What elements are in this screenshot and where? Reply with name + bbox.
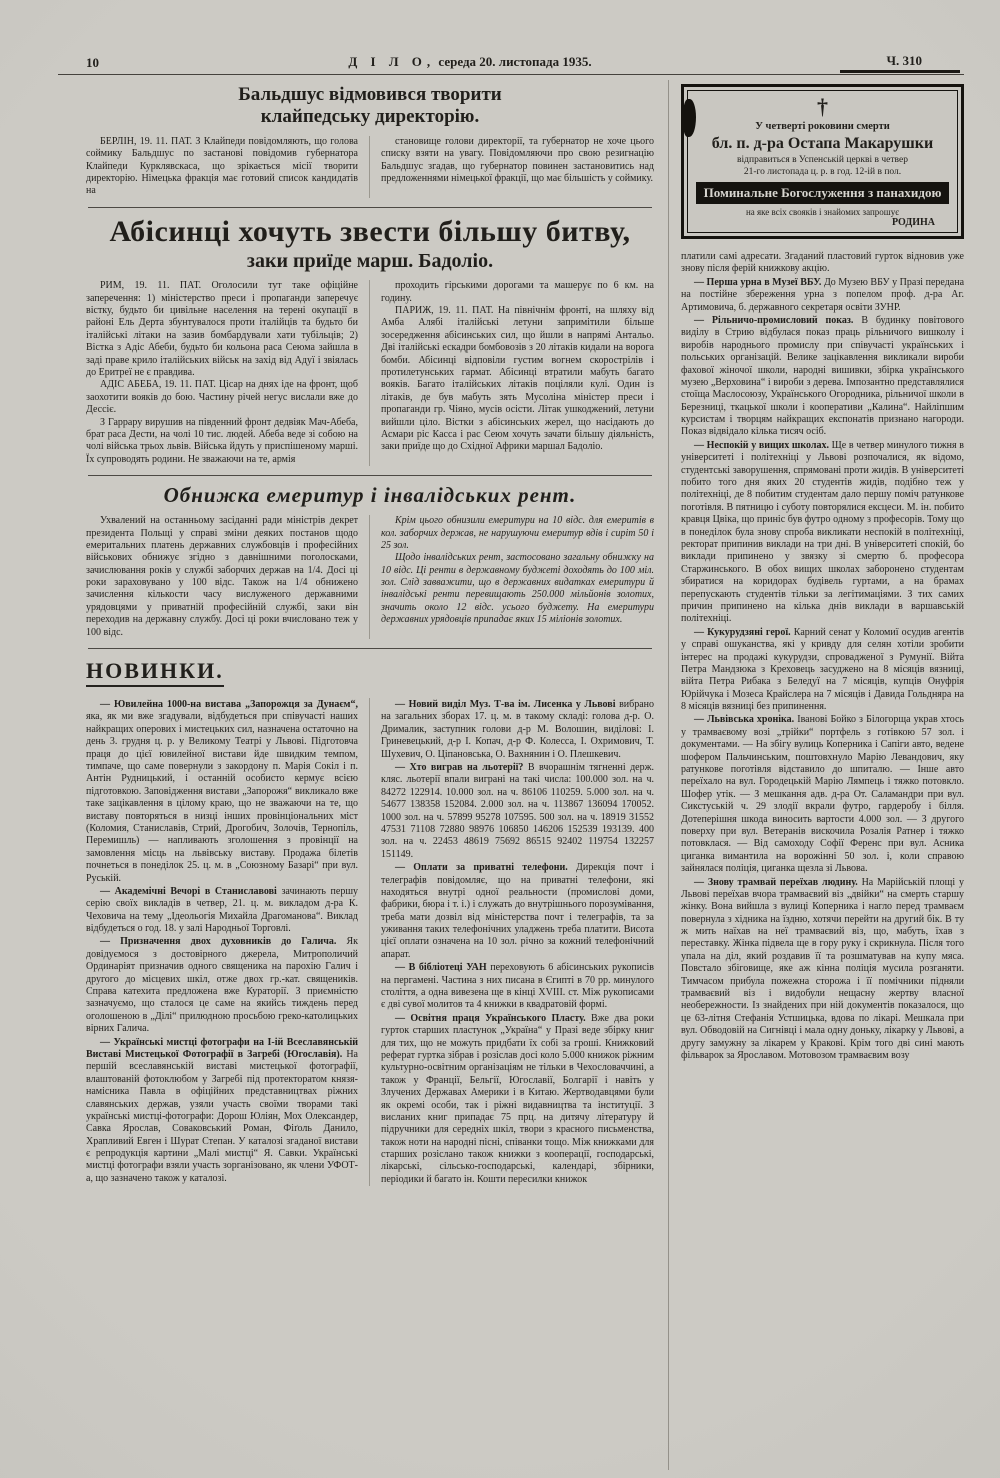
news-item-text: Карний сенат у Коломиї осудив агентів у справі ошуканства, які у кривду для селян хотіли зробити інтерес на продажі кукурудзи, спровадженої з Румунії. Війта Петра Мандзюка з Креховець засуджено на 8 місяців вязниці, війта Петра Рибака з Беледуї на 7 місяців, купців Онуфрія Юрійчука і Мозеса Крайслера на 7 місяців і Давида Гольдняра на 8 місяців вязниці без припинення. [681,626,965,713]
page-body [86,80,964,1470]
obituary-signature: РОДИНА [892,217,935,228]
article-baldshus [86,84,654,198]
header-rule [58,74,964,75]
issue-date: середа 20. листопада 1935. [438,54,592,69]
news-item-lead: — Оплати за приватні телефони. [395,862,568,874]
horizontal-rule [88,207,652,208]
news-item-lead: — Академічні Вечорі в Станиславові [100,885,277,897]
obituary-name: бл. п. д-ра Остапа Макарушки [711,135,934,152]
column-1 [86,136,370,198]
news-item-lead: — Ювилейна 1000-на вистава „Запорожця за Дунаєм“, [100,699,358,711]
news-item-lead: — Львівська хроніка. [694,714,795,726]
paper-name: Д І Л О, [348,54,436,69]
news-item-lead: — Знову трамвай переїхав людину. [694,876,858,888]
column-1 [86,515,370,639]
column-2 [370,136,654,198]
column-1 [86,698,370,1186]
news-item [681,315,964,439]
cross-icon: † [817,94,828,119]
column-2 [370,280,654,466]
page-number: 10 [86,55,99,70]
obituary-service-banner: Поминальне Богослуження з панахидою [696,182,949,204]
paragraph: РИМ, 19. 11. ПАТ. Оголосили тут таке офіційне заперечення: 1) міністерство преси і пропаганди заперечує вістку, будьто би цивільне населення на терені окупації в районі Ель Дерта збунтувалося проти італійців та будьто би італійські літаки на зазив бомбардували хати тубільців; 2) Вістка з Адіс Абеби, будьто би кольона раса Сеюма зайшла в заді праве крило італійських військ на захід від Адуї і звіялась до Еритреї не є правдива. [86,280,358,378]
news-columns [86,698,654,1186]
article-pensions [86,483,654,639]
news-item [381,699,654,761]
news-item-lead: — Хто виграв на льотерії? [395,761,524,773]
news-item-text: переховують 6 абісинських рукописів на пергамені. Частина з них писана в Єгипті в 70 рр. минулого століття, а одна вивезена ще в кінці XVIII. ст. Між рукописами є дві сувої молитов та 4 книжки в квадратовій формі. [381,962,655,1011]
news-item [681,714,964,875]
article-columns [86,280,654,466]
news-item-text: зачинають першу серію своїх викладів в четвер, 21. ц. м. викладом д-ра К. Чеховича на тему „Ідеольогія Михайла Драгоманова“. Виклад відбудеться о год. 18. у залі Народньої Торговлі. [86,885,359,935]
column-2 [370,515,654,639]
news-item [381,862,654,961]
news-item [86,936,358,1035]
horizontal-rule [88,648,652,649]
news-item [86,886,358,936]
paragraph: Ухвалений на останньому засіданні ради міністрів декрет президента Польщі у справі зміни деяких постанов щодо емеритальних платень державних службовців і професійних військових обнижує згідно з давнішними поголосками, зачислювання років у службі заборчих держав на 1/4. Досі ці роки зараховувано у 100 відс. Також на 1/4 обнижено зачислення кількости часу вислуженого державними урядовцями у приватній професійній службі, заки він переходив на державну службу. Досі ці роки вчисловано теж у 100 відс. [86,515,358,638]
news-item-text: На Марійській площі у Львові переїхав вчора трамваєвий віз „двійки“ на смерть старшу жінку. Вона вийшла з вулиці Коперника і нагло перед трамваєм повернула з хідника на їздню, хотячи перейти на другий бік. В ту ж мить наїхав на неї трамваєвий віз, що, мабуть, їхав з переставку. Жінка підвела ще в гору руку і скрикнула. Після того упала на діл, який роздавив її та розшматував на купу мяса. Повстало збіговище, яке аж кінна поліція мусила розганяти. Тимчасом прибула пожежна сторожа і її помічники підняли трамваєвий віз і видобули нещасну жертву власної необережности. Із знайдених при ній документів показалося, що це 63-літня Стефанія Устшицька, вдова по лікарі. Мешкала при вул. Обводовій на Сигнівці і мала одну доньку, лікарку у Львові, а другу замужну за лікарем у Кракові. Крім того дві сині мають фільварок за Ярославом. Мотовозом трамваєвим возу [681,876,964,1061]
column-2 [370,698,654,1186]
headline-line: клайпедську директорію. [260,106,480,128]
paragraph: БЕРЛІН, 19. 11. ПАТ. З Клайпеди повідомляють, що голова соймику Бальдшус по застанові повідомив губернатора Клайпеди Курклявскаса, що зрікається місії творити директорію. Німецька фракція має готовий список кандидатів на [86,135,358,197]
news-item [381,1013,654,1186]
paragraph: З Гаррару вирушив на південний фронт дедвіяк Мач-Абеба, брат раса Дести, на чолі 10 тис. людей. Абеба веде зі собою на чолі війська трьох львів. Війська йдуть у приспішеному марші. Їх супроводять родини. Не зважаючи на те, армія [86,416,358,465]
news-item-text: На першій всеславянській виставі мистецької фотографії, влаштованій фотоклюбом у Загребі під протекторатом князя-намісника Павла в офіційних представництвах ріжних славянських держав, узяли участь своїми творами такі українські мистці-фотографи: Дорош Юліян, Мох Олександер, Савка Ярослав, Соваковський Роман, Фіґоль Данило, Храпливий Евген і Шурат Степан. У каталозі згаданої вистави є репродукція картини „Малі мистці“ Я. Савки. Українські мистці фотографи взяли участь зорганізовано, як члени УФОТ-а, що зазначено також у каталозі. [86,1048,358,1184]
obituary-frame [687,90,958,233]
paragraph: АДІС АБЕБА, 19. 11. ПАТ. Цісар на днях іде на фронт, щоб заохотити вояків до бою. Частину річей негус вислали вже до Дессіє. [86,379,358,416]
article-columns [86,515,654,639]
obituary-occasion: У четверті роковини смерти [755,121,890,132]
paragraph: Крім цього обнизили емеритури на 10 відс. для емеритів в кол. заборчих держав, не нарушуючи емеритур вдів і сиріт 50 і 25 зол. [381,515,654,551]
section-novynky [86,656,654,1186]
news-item-text: Ще в четвер минулого тижня в університеті і політехніці у Львові розпочалися, як відомо, студентські заворушення, спрямовані проти жидів. В університеті побито того дня яких 20 студентів жидів, подібно теж у політехніці, де 8 побитим студентам дало першу поміч ратункове поготівля. В пятницю і суботу повторялися ексцеси. М. ін. побито кравця Цвіка, що приніс був футро одному з професорів. Тому що в понеділок була знову спроба викликати неспокій в політехніці, ректорат припинив виклади на три дні. В університеті спокій, бо виклади припинено у звязку зі смертю б. професора Старжинського. В обох вищих школах заборонено студентам збиратися на коридорах будівель гуртами, а на брамах перепускають студентів тільки за легітимаціями. З тих самих причин припинено на кілька днів виклади в варшавській політехніці. [681,439,964,625]
paragraph: становище голови директорії, та губернатор не хоче цього списку взяти на увагу. Повідомляючи про свою резигнацію Бальдшус згадав, що губернатор повинен застановитись над предложеннями німецької фракції, що має більшість у соймику. [381,135,654,184]
article-pensions-headline: Обнижка емеритур і інвалідських рент. [163,483,577,508]
news-item-text: В вчорашнім тягненні держ. кляс. льотерії впали виграні на такі числа: 100.000 зол. на ч. 84272 122914. 10.000 зол. на ч. 86106 110259. 5.000 зол. на ч. 54677 138358 152084. 2.000 зол. на ч. 113867 136094 170052. 1000 зол. на ч. 57899 95278 107595. 500 зол. на ч. 18919 31552 47531 71108 72880 98976 106850 146206 152539 193139. 400 зол. на ч. 22453 48619 75692 86515 92402 119754 132257 151149. [381,761,654,860]
right-column-text [681,251,964,1062]
news-item-lead: — Кукурудзяні герої. [694,626,791,638]
news-item [681,627,964,714]
news-item-text: Вже два роки гурток старших пластунок „Україна“ у Празі веде збірку книг для тих, що не можуть придбати їх собі за гроші. Книжковий реферат гуртка зібрав і розіслав досі коло 5.000 книжок ріжним культурно-освітним організаціям не тільки в Чехословаччині, а також у Франції, Бельгії, Югославії, Болгарії і навіть у Злучених Державах Америки і в Китаю. Жертводавцями були як окремі особи, так і ріжні видавництва та інституції. З висланих книг припадає 75 прц. на дитячу літературу й підручники для середніх шкіл, твори з красного письменства, також ноти на народні пісні, співанки тощо. Між книжками для старших розіслано також книжки з кооперації, господарські, лікарські, сільсько-господарські, календарі, збірники, періодики й багато ін. Кошти пересилки книжок [381,1012,655,1185]
news-item [86,1037,358,1186]
news-item-lead: — Українські мистці фотографи на І-ій Всеславянській Виставі Мистецької Фотографії в Загребі (Югославія). [86,1036,358,1060]
news-item-text: яка, як ми вже згадували, відбудеться при співучасті наших найкращих оперових і мистецьких сил, назначена остаточно на день 3. грудня ц. р. у Великому Театрі у Львові. Підготовча праця до цієї ювилейної вистави йде швидким темпом, тимпаче, що саме повернули з закордону п. Марія Сокіл і п. Антін Рудницький, і останній особисто кермує всією підготовкою. Заповідження вистави „Запорожя“ викликало вже таке зацікавлення в цілому краю, що не зважаючи на те, що виставу повторяться в низці інших провінціональних міст (Коломия, Станиславів, Стрий, Дрогобич, Золочів, Тернопіль, Перемишль) — напливають зголошення з провінції на замовлення місць на львівську виставу. Продажа білетів почнеться в понеділок 25. ц. м. в „Союзному Базарі“ при вул. Руській. [86,711,358,884]
news-item-lead: — Рільничо-промисловий показ. [694,314,854,326]
news-item-lead: — В бібліотеці УАН [395,962,487,974]
article-columns [86,136,654,198]
news-item-text: В будинку повітового виділу в Стрию відбулася показ праць рільничого вишколу і виробів народнього промислу при співучасті українських і польських організацій. Велике зацікавлення викликали вироби фахової жіночої школи, народні вишивки, збірка українського музею „Верховина“ і вироби з дерева. Імпозантно представлялися стоїща Маслосоюзу, Українського Огородника, рільничої школи в Березниці, ткацької школи і кооперативи „Калина“. Найліпшим курсистам і творцям найкращих експонатів признано нагороди. Показ відвідало кілька тисяч осіб. [681,314,964,438]
news-item [681,277,964,314]
article-abyssinia-headline: Абісинці хочуть звести більшу битву, [109,214,631,248]
horizontal-rule [88,475,652,476]
article-abyssinia-subheadline: заки приїде марш. Бадоліо. [246,250,494,273]
headline-line: Бальдшус відмовився творити [238,84,502,105]
obituary-detail: відправиться в Успенській церкві в четвер [737,155,908,165]
issue-number-rule [840,70,960,73]
left-page-region [86,80,668,1186]
article-baldshus-headline [86,84,654,129]
right-page-column [668,80,964,1470]
novynky-title: НОВИНКИ. [86,658,224,687]
news-item-lead: — Перша урна в Музеї ВБУ. [694,276,822,288]
paragraph: ПАРИЖ, 19. 11. ПАТ. На північнім фронті, на шляху від Амба Алябі італійські летуни запримітили більше зосередження абісинських сил, що йшли в напрямі Антальо. Дві італійські ескадри бомбовозів з 20 літаків кидали на ворога бомби. Абісинці відповіли густим вогнем скорострілів і протилетунських гармат. Абісинці втратили мабуть багато вояків. Багато італійських літаків поціляли кулі. Один із літаків, де був мабуть зять Мусоліна міністер преси і пропаганди гр. Чіяно, мусів осісти. Літак ушкоджений, летуни вийшли ціло. Вістки з абісинських жерел, що насідають до Асмари ріс Касса і рас Сеюм хочуть зачати більшу діяльність, заки приїде що до Східної Африки маршал Бадоліо. [381,305,654,453]
paragraph: Щодо інвалідських рент, застосовано загальну обнижку на 10 відс. Ці ренти в державному буджеті доходять до 100 міл. зол. Слід завважити, що в державних видатках емеритури й інвалідські ренти перевищають 250.000 мільйонів золотих, значить около 12 відс. усього буджету. На емеритури державних урядовців припадає яких 15 міліонів золотих. [381,552,654,626]
ink-stain [683,99,696,137]
news-item-lead: — Новий виділ Муз. Т-ва ім. Лисенка у Львові [395,699,616,711]
obituary-notice [681,84,964,239]
news-item-lead: — Неспокій у вищих школах. [694,439,829,451]
masthead [0,54,940,70]
news-item [681,877,964,1063]
news-item [381,762,654,861]
continuation-paragraph: платили самі адресати. Згаданий пластовий гурток відновив уже знову після ферій книжкову акцію. [681,251,964,275]
article-abyssinia [86,216,654,466]
news-item-text: До Музею ВБУ у Празі передана на постійне збереження урна з попелом проф. д-ра Аг. Артимовича, б. державного секретаря освіти ЗУНР. [681,276,965,313]
column-1 [86,280,370,466]
news-item-text: Іванові Бойко з Білогорща украв хтось у трамваєвому возі „трійки“ портфель з готівкою 57 зол. і документами. — На збігу вулиць Коперника і Сапіги авто, ведене шофером Пальчинським, поштовхнуло Марію Левандович, яку ратункове поготівля відставило до шпиталю. — Інше авто переїхало на вул. Городецькій Марію Лямпець і тяжко потовкло. Шофер утік. — З мешкання адв. д-ра От. Саламандри при вул. Сикстуській ч. 29 злодії вкрали футро, гардеробу і білля. Дотеперішня шкода виносить вартости 4.000 зол. — З другого поверху при вул. Ветеранів вискочила Розалія Ратнер і тяжко потовклася. — Від самоходу Софії Ференс при вул. Асника циганка вимантила на ворожінні 50 зол. і, коли справою зайнялася поліція, циганка щезла зі Львова. [681,714,964,875]
news-item-lead: — Призначення двох духовників до Галича. [100,936,337,948]
obituary-invitation: на яке всіх свояків і знайомих запрошує [745,207,900,217]
news-item [681,440,964,626]
news-item [381,962,654,1012]
news-item-text: вибрано на загальних зборах 17. ц. м. в такому складі: голова д-р. О. Дрималик, заступник голови д-р М. Волошин, виділові: І. Гриневецький, д-р І. Копач, д-р Ф. Колесса, І. Охримович, Т. Шухевич, О. Ціпановська, О. Вахнянин і О. Плешкевич. [381,699,655,760]
paragraph: проходить гірськими дорогами та машерує по 6 км. на годину. [381,280,654,304]
news-item-text: Дирекція почт і телеграфів повідомляє, що на приватні телефони, які находяться внутрі одної реальности (промислові доми, фабрики, бюра і т. і.) і служать до внутрішнього порозумівання, треба мати дозвіл від міністерства почт і телеграфів, та за уживання таких телефонічних уладжень треба платити. Висота цієї оплати означена на 10 зол. річно за кожний телефонічний апарат. [381,862,654,960]
news-item [86,699,358,885]
news-item-lead: — Освітня праця Українського Пласту. [395,1012,586,1024]
obituary-detail: 21-го листопада ц. р. в год. 12-ій в пол. [743,167,902,177]
news-item-text: Як довідуємося з достовірного джерела, Митрополичий Ординаріят призначив одного священика на парохію Галич і другого до місцевих шкіл, отже двох гр.-кат. священиків. Справа катехита предложена вже Кураторії. З приємністю зазначуємо, що сталося це саме на якийсь тиждень перед оголошеною в „Ділі“ прилюдною просьбою греко-католицьких вірних Галича. [86,936,359,1035]
issue-number: Ч. 310 [886,53,922,68]
